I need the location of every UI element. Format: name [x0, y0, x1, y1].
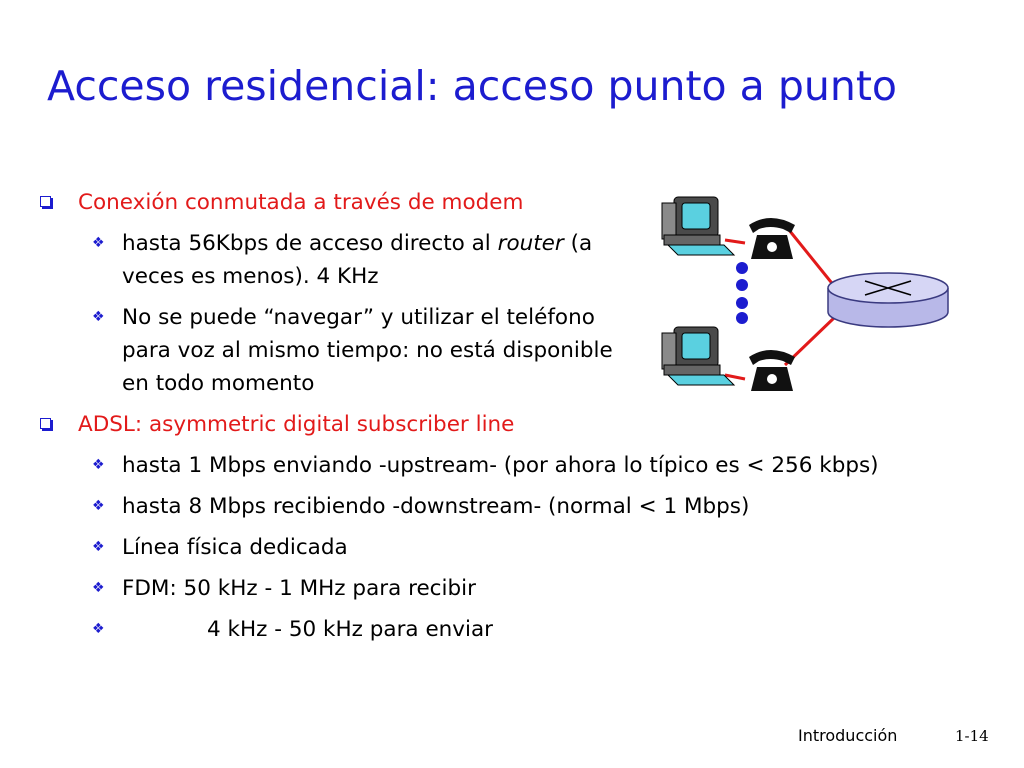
telephone-icon: [749, 350, 795, 391]
sub-bullet-emph: router: [497, 231, 564, 256]
router-icon: [828, 273, 948, 327]
sub-bullet-text: hasta 56Kbps de acceso directo al: [122, 231, 498, 256]
sub-bullet: [40, 227, 622, 293]
diamond-bullet-icon: ❖: [92, 235, 105, 251]
ellipsis-dots: [736, 262, 748, 324]
sub-bullet-text: FDM: 50 kHz - 1 MHz para recibir: [122, 576, 476, 601]
sub-bullet: [40, 490, 970, 523]
sub-bullet: [40, 531, 970, 564]
sub-bullet-text-cont: (a veces es menos). 4 KHz: [122, 231, 593, 289]
diamond-bullet-icon: ❖: [92, 621, 105, 637]
sub-bullet: [40, 613, 970, 646]
diamond-bullet-icon: ❖: [92, 580, 105, 596]
footer-page-number: 1-14: [955, 727, 989, 745]
sub-bullet-text: hasta 8 Mbps recibiendo -downstream- (normal < 1 Mbps): [122, 494, 750, 519]
sub-bullet-text: hasta 1 Mbps enviando -upstream- (por ahora lo típico es < 256 kbps): [122, 453, 879, 478]
diamond-bullet-icon: ❖: [92, 498, 105, 514]
square-bullet-icon: [40, 418, 51, 429]
diamond-bullet-icon: ❖: [92, 309, 105, 325]
link-line: [725, 240, 745, 243]
telephone-icon: [749, 218, 795, 259]
bullet-dialup: [40, 186, 578, 219]
computer-icon: [662, 327, 734, 385]
sub-bullet: [40, 449, 970, 482]
link-line: [785, 225, 835, 287]
footer-section-label: Introducción: [798, 726, 898, 745]
diamond-bullet-icon: ❖: [92, 457, 105, 473]
sub-bullet-text: 4 kHz - 50 kHz para enviar: [207, 617, 494, 642]
network-diagram: [650, 185, 960, 415]
bullet-dialup-text: Conexión conmutada a través de modem: [78, 190, 524, 215]
diamond-bullet-icon: ❖: [92, 539, 105, 555]
computer-icon: [662, 197, 734, 255]
sub-bullet-text: No se puede “navegar” y utilizar el teléfono para voz al mismo tiempo: no está disponible en todo momento: [122, 305, 613, 396]
slide-title: Acceso residencial: acceso punto a punto: [47, 62, 897, 110]
sub-bullet-text: Línea física dedicada: [122, 535, 348, 560]
square-bullet-icon: [40, 196, 51, 207]
sub-bullet: [40, 301, 642, 400]
bullet-adsl-text: ADSL: asymmetric digital subscriber line: [78, 412, 515, 437]
sub-bullet: [40, 572, 970, 605]
